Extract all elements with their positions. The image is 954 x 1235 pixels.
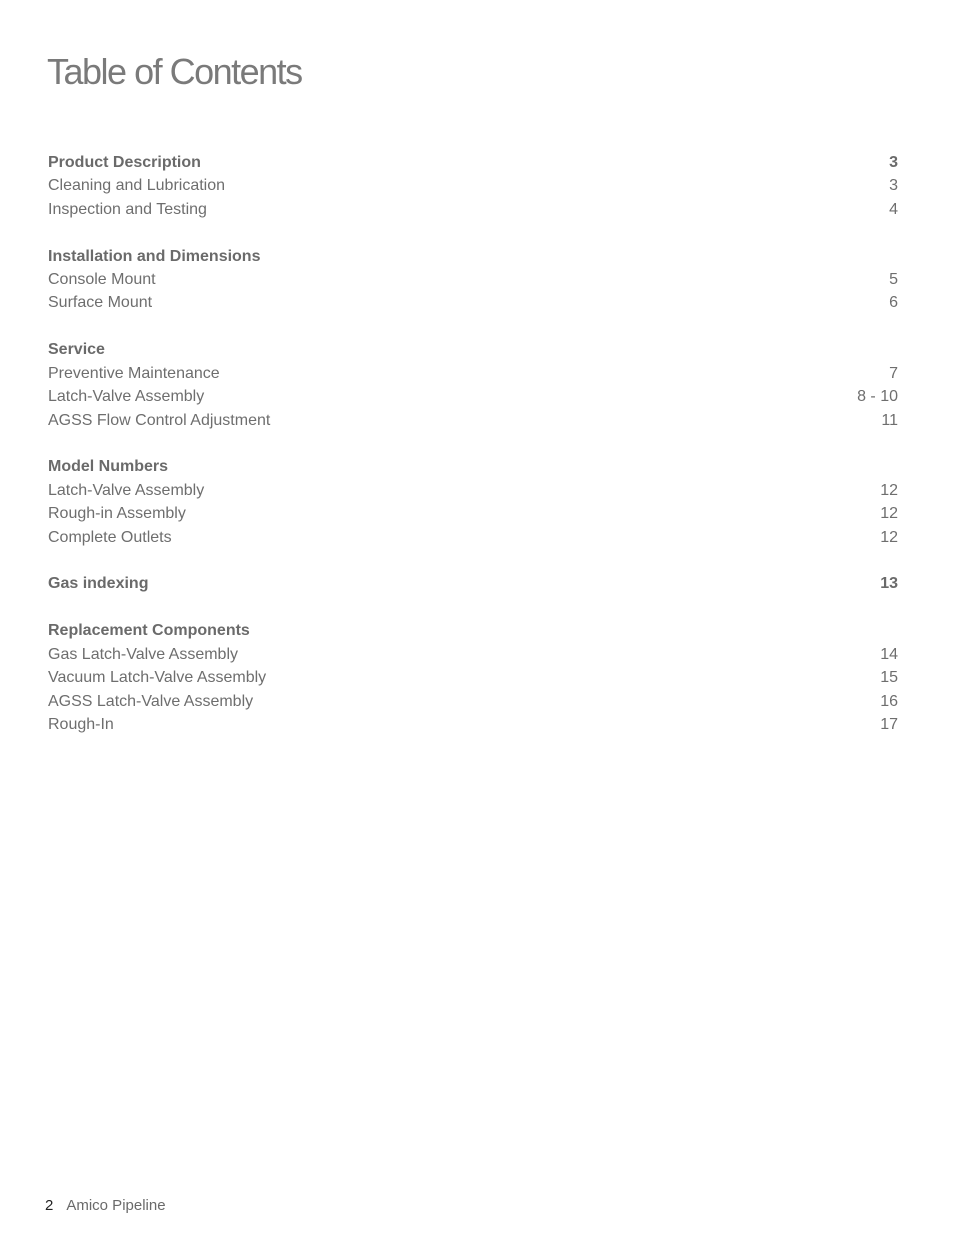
toc-section [48, 338, 898, 432]
toc-section [48, 151, 898, 221]
toc-entry-page-number: 5 [889, 271, 898, 289]
toc-entry-label: Gas Latch-Valve Assembly [48, 645, 239, 663]
toc-entry-label: Latch-Valve Assembly [48, 388, 205, 406]
toc-entry-page-number: 11 [881, 411, 898, 429]
toc-section [48, 455, 898, 549]
toc-entry[interactable] [48, 409, 898, 432]
footer-page-number: 2 [45, 1197, 54, 1214]
toc-entry[interactable] [48, 198, 898, 221]
toc-entry-page-number: 14 [880, 645, 898, 663]
footer-publication-name: Amico Pipeline [66, 1197, 166, 1214]
toc-heading-label: Replacement Components [48, 622, 250, 640]
toc-heading-label: Installation and Dimensions [48, 247, 261, 265]
toc-entry-label: Console Mount [48, 271, 156, 289]
toc-section [48, 619, 898, 736]
toc-entry-label: Vacuum Latch-Valve Assembly [48, 669, 267, 687]
toc-entry[interactable] [48, 174, 898, 197]
toc-entry[interactable] [48, 291, 898, 314]
toc-entry[interactable] [48, 526, 898, 549]
toc-entry[interactable] [48, 362, 898, 385]
toc-heading-page-number: 3 [889, 154, 898, 171]
toc-entry-label: Rough-in Assembly [48, 505, 186, 523]
toc-entry-page-number: 3 [889, 177, 898, 195]
toc-entry-page-number: 15 [880, 669, 898, 687]
toc-entry-label: AGSS Flow Control Adjustment [48, 411, 271, 429]
toc-section-heading[interactable] [48, 455, 898, 478]
toc-entry-page-number: 16 [880, 692, 898, 710]
page-footer [45, 1196, 166, 1216]
toc-entry-label: Latch-Valve Assembly [48, 481, 205, 499]
toc-section-heading[interactable] [48, 245, 898, 268]
toc-entry-label: Preventive Maintenance [48, 364, 220, 382]
toc-section-heading[interactable] [48, 572, 898, 595]
toc-entry[interactable] [48, 268, 898, 291]
toc-entry[interactable] [48, 479, 898, 502]
toc-section-heading[interactable] [48, 151, 898, 174]
toc-entry[interactable] [48, 385, 898, 408]
toc-entry[interactable] [48, 666, 898, 689]
toc-entry-page-number: 12 [880, 528, 898, 546]
toc-entry-label: Surface Mount [48, 294, 153, 312]
table-of-contents [48, 151, 898, 760]
toc-section-heading[interactable] [48, 338, 898, 361]
toc-entry-page-number: 6 [889, 294, 898, 312]
toc-entry[interactable] [48, 713, 898, 736]
toc-entry[interactable] [48, 643, 898, 666]
toc-entry-page-number: 7 [889, 364, 898, 382]
toc-heading-label: Model Numbers [48, 458, 169, 476]
toc-entry-label: Inspection and Testing [48, 200, 207, 218]
toc-heading-page-number: 13 [880, 575, 898, 593]
toc-entry-page-number: 12 [880, 505, 898, 523]
toc-entry-label: Complete Outlets [48, 528, 172, 546]
toc-entry-page-number: 4 [889, 200, 898, 218]
toc-entry-label: Cleaning and Lubrication [48, 177, 226, 195]
toc-heading-label: Gas indexing [48, 575, 149, 593]
toc-section-heading[interactable] [48, 619, 898, 642]
toc-entry[interactable] [48, 690, 898, 713]
toc-heading-label: Service [48, 341, 105, 359]
page-title: Table of Contents [47, 51, 302, 92]
toc-entry-label: AGSS Latch-Valve Assembly [48, 692, 254, 710]
toc-entry-page-number: 12 [880, 481, 898, 499]
toc-heading-label: Product Description [48, 154, 201, 171]
toc-section [48, 572, 898, 595]
toc-section [48, 245, 898, 315]
toc-entry-page-number: 8 - 10 [857, 388, 898, 406]
toc-entry-page-number: 17 [880, 715, 898, 733]
toc-entry[interactable] [48, 502, 898, 525]
toc-entry-label: Rough-In [48, 715, 114, 733]
